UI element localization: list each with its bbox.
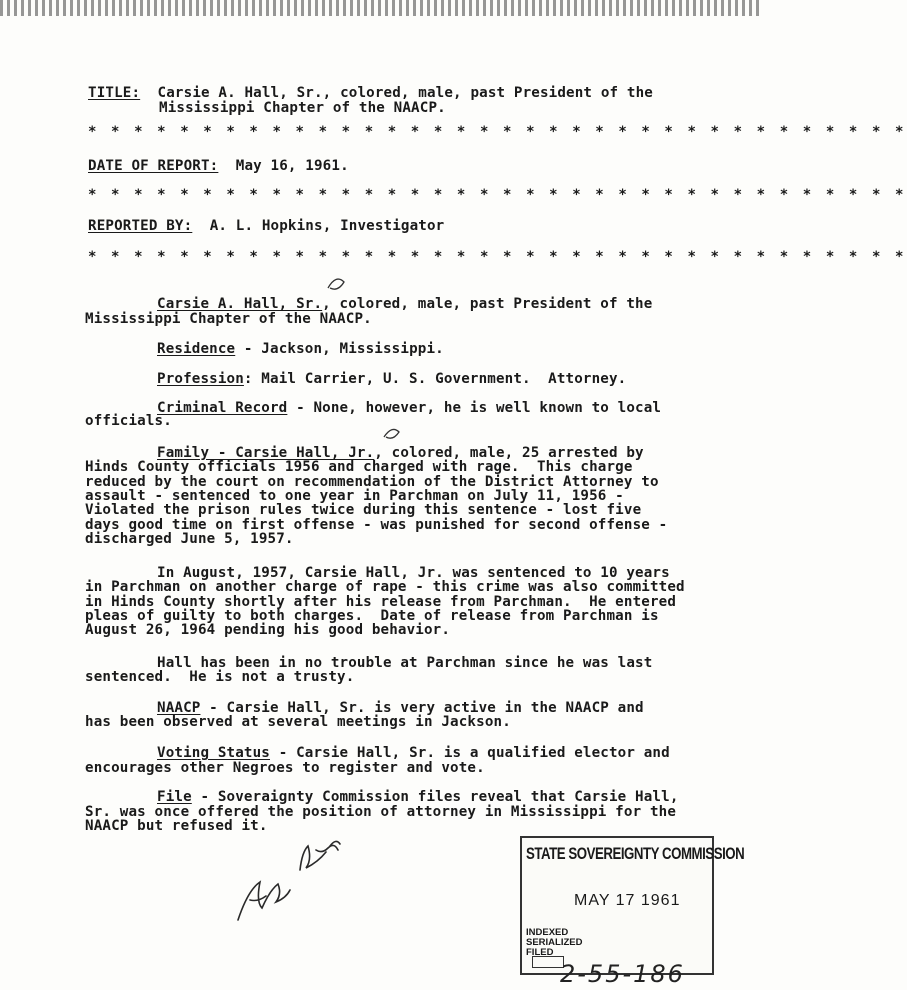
handwritten-check-subject <box>328 279 344 289</box>
profession-label: Profession <box>157 371 244 387</box>
voting-text: - Carsie Hall, Sr. is a qualified elector and <box>270 745 670 761</box>
stamp-serialized: SERIALIZED <box>526 937 583 948</box>
family-label: Family - Carsie Hall, Jr. <box>157 445 375 461</box>
criminal-line-2: officials. <box>85 413 172 429</box>
title-line-2: Mississippi Chapter of the NAACP. <box>159 100 446 116</box>
handwritten-file-number: 2-55-186 <box>560 960 685 988</box>
august-line-3: in Hinds County shortly after his release from Parchman. He entered <box>85 594 677 610</box>
august-line-2: in Parchman on another charge of rape - this crime was also committed <box>85 579 685 595</box>
trouble-line-2: sentenced. He is not a trusty. <box>85 669 355 685</box>
stamp-title: STATE SOVEREIGNTY COMMISSION <box>526 844 745 863</box>
handwritten-initials <box>238 841 340 920</box>
handwritten-check-family <box>384 429 399 438</box>
profession-text: : Mail Carrier, U. S. Government. Attorney. <box>243 371 627 387</box>
subject-text: , colored, male, past President of the <box>322 296 653 312</box>
residence-label: Residence <box>157 341 236 357</box>
naacp-line-2: has been observed at several meetings in Jackson. <box>85 714 511 730</box>
title-text-1: Carsie A. Hall, Sr., colored, male, past President of the <box>157 85 653 101</box>
reporter-value: A. L. Hopkins, Investigator <box>209 218 445 234</box>
family-line-4: assault - sentenced to one year in Parchman on July 11, 1956 - <box>85 488 624 504</box>
stamp-filed: FILED <box>526 947 554 958</box>
date-value: May 16, 1961. <box>235 158 349 174</box>
family-line-2: Hinds County officials 1956 and charged with rage. This charge <box>85 459 633 475</box>
criminal-text: - None, however, he is well known to local <box>287 400 662 416</box>
subject-name: Carsie A. Hall, Sr. <box>157 296 323 312</box>
subject-line-2: Mississippi Chapter of the NAACP. <box>85 311 372 327</box>
family-line-3: reduced by the court on recommendation of the District Attorney to <box>85 474 659 490</box>
august-line-1: In August, 1957, Carsie Hall, Jr. was sentenced to 10 years <box>157 565 670 581</box>
stamp-indexed: INDEXED <box>526 927 569 938</box>
voting-line-2: encourages other Negroes to register and vote. <box>85 760 485 776</box>
criminal-label: Criminal Record <box>157 400 288 416</box>
file-label: File <box>157 789 192 805</box>
voting-label: Voting Status <box>157 745 270 761</box>
title-label: TITLE: <box>88 85 141 101</box>
residence-text: - Jackson, Mississippi. <box>235 341 444 357</box>
reporter-label: REPORTED BY: <box>88 218 193 234</box>
august-line-4: pleas of guilty to both charges. Date of release from Parchman is <box>85 608 659 624</box>
date-label: DATE OF REPORT: <box>88 158 219 174</box>
separator-1: * * * * * * * * * * * * * * * * * * * * * * * * * * * * * * * * * * * * <box>88 124 907 140</box>
separator-2: * * * * * * * * * * * * * * * * * * * * * * * * * * * * * * * * * * * * <box>88 187 907 203</box>
family-text-1: , colored, male, 25 arrested by <box>374 445 644 461</box>
stamp-date: MAY 17 1961 <box>574 892 681 909</box>
trouble-line-1: Hall has been in no trouble at Parchman since he was last <box>157 655 653 671</box>
august-line-5: August 26, 1964 pending his good behavior. <box>85 622 451 638</box>
family-line-6: days good time on first offense - was punished for second offense - <box>85 517 668 533</box>
naacp-text: - Carsie Hall, Sr. is very active in the NAACP and <box>200 700 644 716</box>
file-text: - Soveraignty Commission files reveal that Carsie Hall, <box>191 789 679 805</box>
naacp-label: NAACP <box>157 700 201 716</box>
separator-3: * * * * * * * * * * * * * * * * * * * * * * * * * * * * * * * * * * * * <box>88 249 907 265</box>
sovereignty-commission-stamp <box>520 836 745 975</box>
family-line-7: discharged June 5, 1957. <box>85 531 294 547</box>
file-line-3: NAACP but refused it. <box>85 818 268 834</box>
family-line-5: Violated the prison rules twice during this sentence - lost five <box>85 502 642 518</box>
file-line-2: Sr. was once offered the position of attorney in Mississippi for the <box>85 804 677 820</box>
stamp-labels <box>526 928 582 958</box>
